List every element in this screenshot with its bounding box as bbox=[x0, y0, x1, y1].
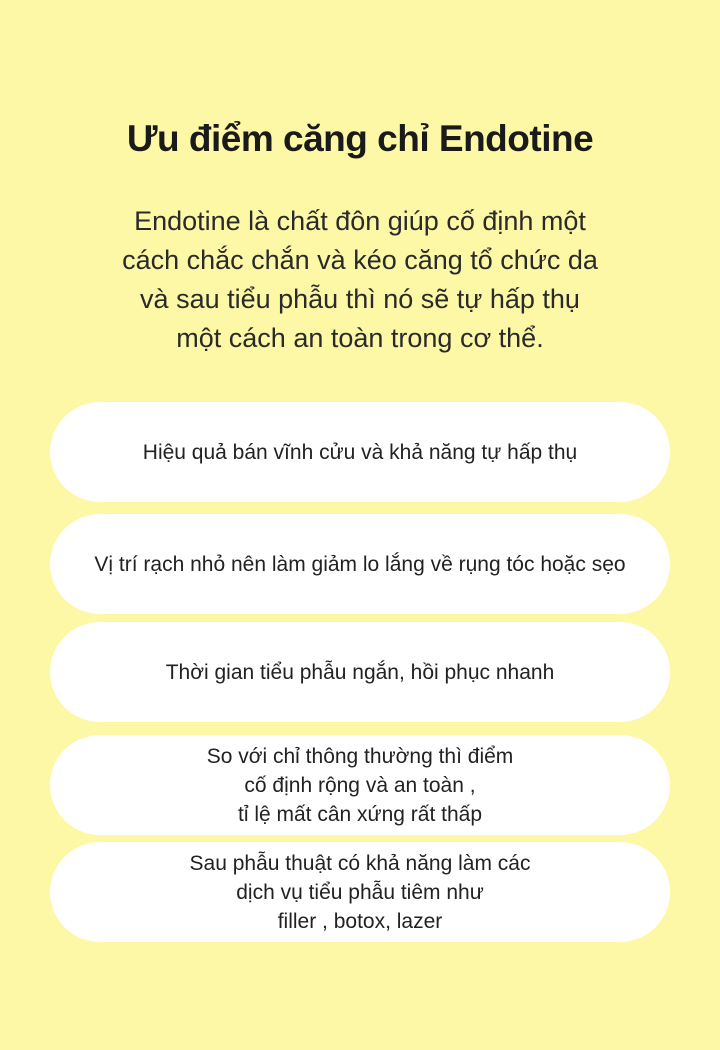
benefit-text: Hiệu quả bán vĩnh cửu và khả năng tự hấp thụ bbox=[142, 440, 578, 464]
intro-line: cách chắc chắn và kéo căng tổ chức da bbox=[122, 245, 598, 275]
benefit-text: Sau phẫu thuật có khả năng làm các bbox=[189, 851, 531, 875]
benefit-text: cố định rộng và an toàn , bbox=[244, 773, 476, 797]
intro-paragraph bbox=[60, 202, 660, 358]
benefit-text: tỉ lệ mất cân xứng rất thấp bbox=[237, 802, 482, 826]
benefit-text: filler , botox, lazer bbox=[277, 909, 443, 933]
page-title: Ưu điểm căng chỉ Endotine bbox=[126, 118, 594, 159]
benefit-card-3 bbox=[50, 622, 670, 722]
benefit-card-1 bbox=[50, 402, 670, 502]
benefit-text: Thời gian tiểu phẫu ngắn, hồi phục nhanh bbox=[165, 660, 555, 684]
benefit-text: So với chỉ thông thường thì điểm bbox=[206, 744, 514, 768]
benefit-text: Vị trí rạch nhỏ nên làm giảm lo lắng về rụng tóc hoặc sẹo bbox=[94, 552, 626, 576]
benefit-card-5 bbox=[50, 842, 670, 942]
benefit-card-2 bbox=[50, 514, 670, 614]
intro-line: Endotine là chất đôn giúp cố định một bbox=[134, 206, 586, 236]
benefit-card-4 bbox=[50, 735, 670, 835]
intro-line: một cách an toàn trong cơ thể. bbox=[176, 323, 544, 353]
intro-line: và sau tiểu phẫu thì nó sẽ tự hấp thụ bbox=[140, 284, 580, 314]
benefit-text: dịch vụ tiểu phẫu tiêm như bbox=[236, 880, 484, 904]
